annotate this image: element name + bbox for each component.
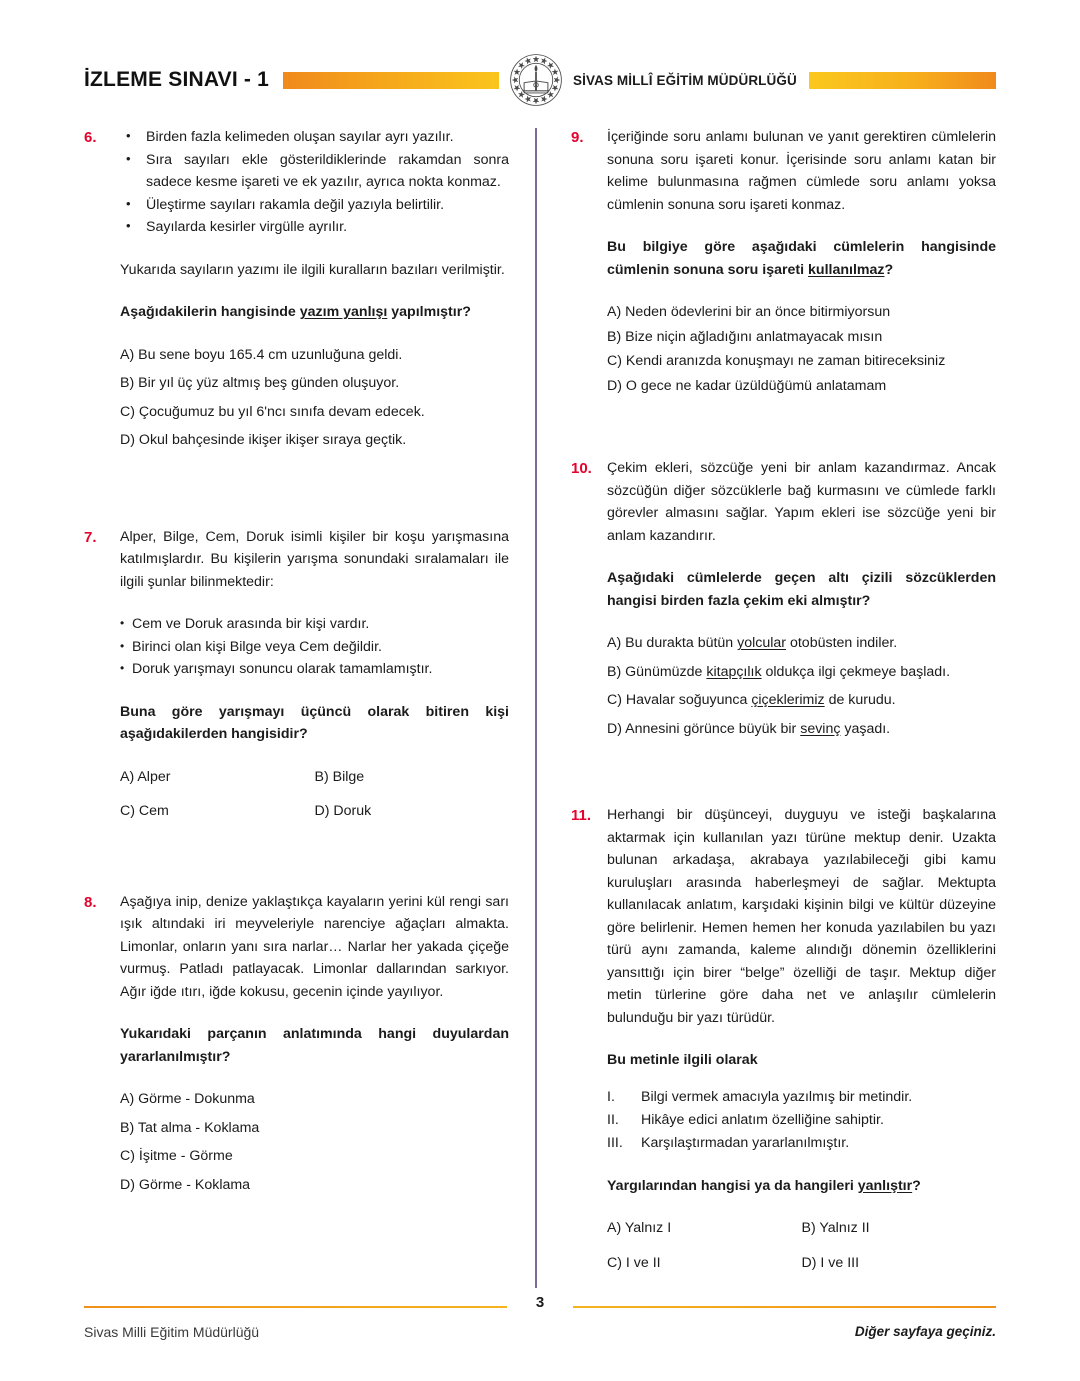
organization-name: SİVAS MİLLÎ EĞİTİM MÜDÜRLÜĞÜ [573,72,797,88]
page-number: 3 [524,1294,556,1311]
roman-text: Bilgi vermek amacıyla yazılmış bir metindir. [641,1088,913,1105]
list-item: • Birden fazla kelimeden oluşan sayılar ayrı yazılır. [120,126,509,149]
page-footer [84,1294,996,1360]
option-c[interactable]: C) Cem [120,803,169,819]
question-7-bullet-list [120,613,509,681]
list-item [607,1086,996,1109]
option-a[interactable] [607,632,996,655]
option-pre: B) Günümüzde [607,663,707,680]
footer-rule-left [84,1306,507,1308]
option-d[interactable] [607,718,996,741]
question-10-options [607,632,996,740]
question-11-stem: Herhangi bir düşünceyi, duyguyu ve isteği başkalarına aktarmak için kullanılan yazı türüne mektup denir. Uzakta bulunan arkadaşa, akrabaya yazılabileceği gibi kamu kuruluşları arasında haberleşmeyi de sağlar. Mektupta kullanılacak anlatım, karşıdaki kişinin bilgi ve kültür düzeyine göre belirlenir. Hemen hemen her konuda yazılabilen bu yazı türü aynı zamanda, kaleme alındığı dönemin özelliklerini yansıttığı için birer “belge” özelliği de taşır. Mektup diğer metin türlerine göre daha net ve anlaşılır cümlelerin bulunduğu bir yazı türüdür. [607,807,996,1026]
question-6-prompt [120,301,509,324]
question-6 [84,126,509,458]
option-b[interactable] [607,661,996,684]
question-number: 9. [571,129,584,146]
prompt-underlined: kullanılmaz [808,261,885,278]
question-7 [84,526,509,823]
question-number: 11. [571,807,592,824]
question-11 [571,804,996,1274]
question-11-options [607,1217,996,1274]
footer-rule [84,1294,996,1314]
option-underlined: kitapçılık [706,663,762,680]
option-b[interactable]: B) Bize niçin ağladığını anlatmayacak mısın [607,328,883,345]
option-a[interactable]: A) Neden ödevlerini bir an önce bitirmiyorsun [607,304,891,320]
option-b[interactable]: B) Bir yıl üç yüz altmış beş günden oluşuyor. [120,375,400,391]
content-columns [84,126,996,1271]
option-underlined: çiçeklerimiz [751,692,825,708]
option-c[interactable]: C) İşitme - Görme [120,1148,233,1164]
list-item: • Sayılarda kesirler virgülle ayrılır. [120,216,509,239]
option-c[interactable]: C) Çocuğumuz bu yıl 6'ncı sınıfa devam edecek. [120,403,425,420]
prompt-post: ? [912,1177,921,1194]
option-post: oldukça ilgi çekmeye başladı. [761,663,951,680]
option-post: yaşadı. [840,720,891,737]
meb-emblem-icon [499,53,573,107]
footer-rule-right [573,1306,996,1308]
question-8-stem: Aşağıya inip, denize yaklaştıkça kayaların yerini kül rengi sarı ışık altındaki iri meyveleriyle narenciye ağaçları almakta. Limonlar, onların yanı sıra narlar… Narlar her yakada çiçeğe vurmuş. Patladı patlayacak. Limonlar dallarından sarkıyor. Ağır iğde ıtırı, iğde kokusu, gecenin içinde yayılıyor. [120,893,509,1000]
question-10 [571,457,996,746]
question-11-sub-heading: Bu metinle ilgili olarak [607,1052,758,1068]
question-8-prompt: Yukarıdaki parçanın anlatımında hangi duyulardan yararlanılmıştır? [120,1026,509,1065]
question-number: 10. [571,460,592,477]
option-c[interactable]: C) I ve II [607,1254,661,1271]
option-d[interactable]: D) I ve III [801,1254,860,1271]
footer-left-text: Sivas Milli Eğitim Müdürlüğü [84,1324,260,1340]
question-9-stem: İçeriğinde soru anlamı bulunan ve yanıt gerektiren cümlelerin sonuna soru işareti konur. İçerisinde soru anlamı katan bir kelime bulunmasına rağmen cümlede soru anlamı yoksa cümlenin sonuna soru işareti konmaz. [607,129,996,213]
option-d[interactable]: D) Görme - Koklama [120,1176,251,1193]
question-11-roman-list [607,1086,996,1155]
option-c[interactable]: C) Kendi aranızda konuşmayı ne zaman bitireceksiniz [607,353,946,369]
option-a[interactable]: A) Bu sene boyu 165.4 cm uzunluğuna geldi. [120,346,403,363]
option-b[interactable]: B) Tat alma - Koklama [120,1119,260,1136]
question-8 [84,891,509,1203]
roman-numeral: II. [607,1111,619,1128]
prompt-post: yapılmıştır? [387,304,471,320]
prompt-pre: Yargılarından hangisi ya da hangileri [607,1177,858,1194]
option-post: otobüsten indiler. [786,635,898,651]
option-b[interactable]: B) Yalnız II [801,1220,870,1236]
option-pre: D) Annesini görünce büyük bir [607,720,801,737]
list-item [607,1109,996,1132]
question-7-stem: Alper, Bilge, Cem, Doruk isimli kişiler bir koşu yarışmasına katılmışlardır. Bu kişilerin yarışma sonundaki sıralamaları ile ilgili şunlar bilinmektedir: [120,528,509,590]
prompt-post: ? [884,261,894,278]
option-post: de kurudu. [824,692,896,708]
question-number: 8. [84,893,97,911]
option-pre: C) Havalar soğuyunca [607,692,752,708]
prompt-pre: Aşağıdakilerin hangisinde [120,304,300,320]
prompt-underlined: yanlıştır [857,1177,913,1194]
roman-text: Karşılaştırmadan yararlanılmıştır. [641,1134,850,1151]
question-9-options [607,301,996,397]
roman-text: Hikâye edici anlatım özelliğine sahiptir. [641,1111,884,1128]
question-number: 6. [84,129,97,146]
question-11-prompt [607,1175,996,1198]
list-item: • Sıra sayıları ekle gösterildiklerinde rakamdan sonra sadece kesme işareti ve ek yazılır, ayrıca nokta konmaz. [120,149,509,194]
exam-title: İZLEME SINAVI - 1 [84,68,270,91]
list-item: • Cem ve Doruk arasında bir kişi vardır. [120,613,509,636]
prompt-pre: Bu bilgiye göre aşağıdaki cümlelerin hangisinde cümlenin sonuna soru işareti [607,239,996,278]
list-item: • Üleştirme sayıları rakamla değil yazıyla belirtilir. [120,194,509,217]
list-item: • Birinci olan kişi Bilge veya Cem değildir. [120,636,509,659]
question-number: 7. [84,528,97,546]
footer-right-text: Diğer sayfaya geçiniz. [854,1324,996,1339]
question-6-bullet-list [120,126,509,239]
option-underlined: sevinç [800,720,841,737]
option-d[interactable]: D) O gece ne kadar üzüldüğümü anlatamam [607,377,887,394]
question-10-prompt: Aşağıdaki cümlelerde geçen altı çizili sözcüklerden hangisi birden fazla çekim eki almıştır? [607,570,996,609]
question-7-prompt: Buna göre yarışmayı üçüncü olarak bitiren kişi aşağıdakilerden hangisidir? [120,703,509,742]
right-column [571,126,996,1271]
roman-numeral: III. [607,1134,623,1151]
question-8-options [120,1088,509,1196]
header-bar-right [809,72,996,89]
option-underlined: yolcular [737,635,787,651]
left-column [84,126,509,1266]
question-10-stem: Çekim ekleri, sözcüğe yeni bir anlam kazandırmaz. Ancak sözcüğün diğer sözcüklerle bağ kurmasını ve cümlede farklı görevler almasını sağlar. Yapım ekleri ise sözcüğe yeni bir anlam kazandırır. [607,460,996,544]
option-a[interactable]: A) Alper [120,768,171,785]
list-item: • Doruk yarışmayı sonuncu olarak tamamlamıştır. [120,658,509,681]
option-pre: A) Bu durakta bütün [607,635,738,651]
option-d[interactable]: D) Okul bahçesinde ikişer ikişer sıraya geçtik. [120,432,407,448]
question-7-options [120,766,509,823]
option-a[interactable]: A) Görme - Dokunma [120,1091,255,1107]
option-c[interactable] [607,689,996,712]
question-9 [571,126,996,399]
prompt-underlined: yazım yanlışı [299,304,388,320]
question-6-options [120,344,509,452]
list-item [607,1132,996,1155]
question-9-prompt [607,236,996,281]
page-header [84,58,996,102]
option-b[interactable]: B) Bilge [314,768,365,785]
roman-numeral: I. [607,1088,615,1105]
option-a[interactable]: A) Yalnız I [607,1220,672,1236]
option-d[interactable]: D) Doruk [314,803,372,819]
question-6-after-text: Yukarıda sayıların yazımı ile ilgili kuralların bazıları verilmiştir. [120,261,505,278]
header-bar-left [283,72,499,89]
